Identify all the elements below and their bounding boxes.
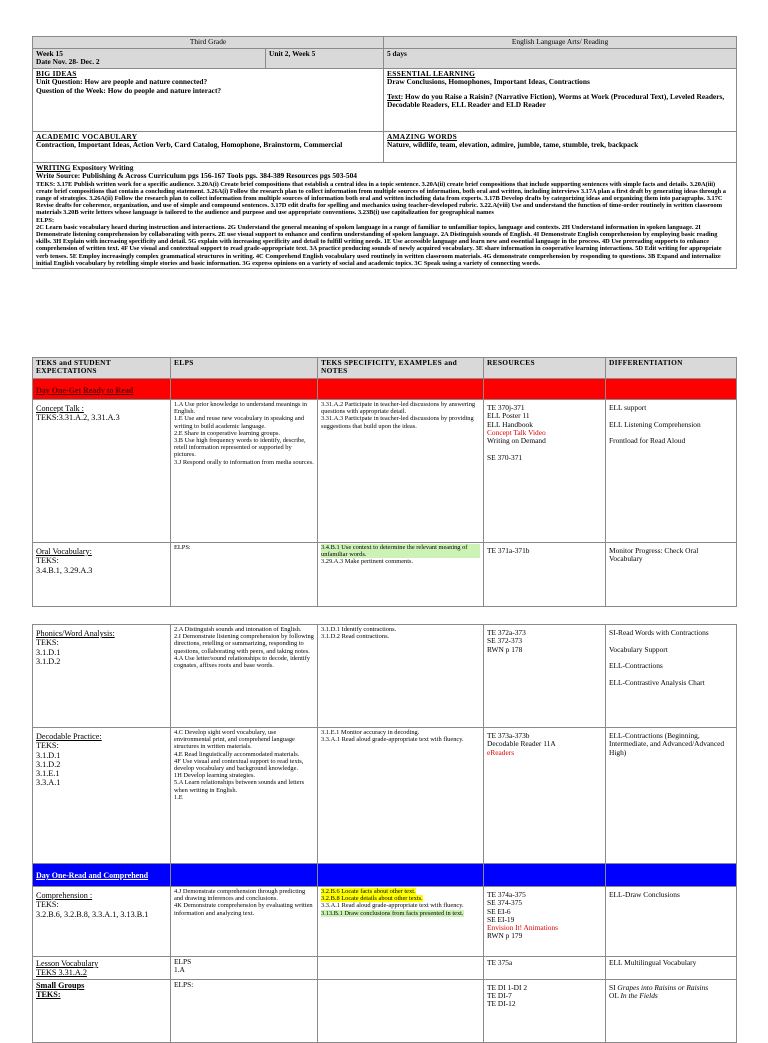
concept-talk-res2: Writing on Demand SE 370-371 [487, 436, 546, 462]
concept-talk-diff: ELL support ELL Listening Comprehension Frontload for Read Aloud [606, 400, 737, 543]
comprehension-diff: ELL-Draw Conclusions [606, 887, 737, 957]
small-groups-resources: TE DI 1-DI 2 TE DI-7 TE DI-12 [484, 979, 606, 1042]
concept-talk-spec: 3.31.A.2 Participate in teacher-led discussions by answering questions with appropriate detail. 3.31.A.3 Participate in teacher-led discussions by providing suggestions that build upon the ideas. [318, 400, 484, 543]
concept-talk-video-link[interactable]: Concept Talk Video [487, 427, 546, 437]
lesson-vocab-elps: ELPS 1.A [171, 957, 318, 980]
small-groups-diff-ol: OL In the Fields [609, 990, 658, 1000]
comprehension-title: Comprehension : [36, 891, 93, 900]
concept-talk-row [33, 400, 737, 543]
elps-label: ELPS: [36, 216, 55, 224]
day-one-ready-row [33, 379, 737, 400]
col-header-differentiation: DIFFERENTIATION [606, 358, 737, 379]
phonics-row [33, 625, 737, 728]
lesson-vocab-row [33, 957, 737, 980]
concept-talk-resources [484, 400, 606, 543]
comprehension-teks-cell [33, 887, 171, 957]
day-one-comprehend-row [33, 864, 737, 887]
oral-vocab-spec-highlight: 3.4.B.1 Use context to determine the relevant meaning of unfamiliar words. [321, 544, 480, 558]
lesson-plan-continued-table [32, 624, 737, 1043]
essential-text-line [387, 93, 733, 110]
academic-vocabulary-cell [33, 132, 384, 163]
text-label: Text [387, 91, 401, 101]
small-groups-diff-si: SI Grapes into Raisins or Raisins [609, 982, 709, 992]
oral-vocab-teks-cell [33, 543, 171, 607]
amazing-words-list: Nature, wildlife, team, elevation, admire, jumble, tame, stumble, trek, backpack [387, 140, 639, 150]
comprehension-spec: 3.3.A.1 Read aloud grade-appropriate text with fluency. [321, 902, 464, 910]
comprehension-row [33, 887, 737, 957]
oral-vocab-teks: TEKS: 3.4.B.1, 3.29.A.3 [36, 556, 93, 575]
col-header-resources: RESOURCES [484, 358, 606, 379]
decodable-res: TE 373a-373b Decodable Reader 11A [487, 731, 556, 749]
comprehension-teks: TEKS: 3.2.B.6, 3.2.B.8, 3.3.A.1, 3.13.B.1 [36, 900, 149, 919]
amazing-words-cell [384, 132, 737, 163]
write-source: Write Source: Publishing & Across Curriculum pgs 156-167 Tools pgs. 384-389 Resources pgs 503-504 [36, 171, 357, 181]
academic-vocabulary-words: Contraction, Important Ideas, Action Verb, Card Catalog, Homophone, Brainstorm, Commercial [36, 140, 343, 150]
lesson-vocab-teks-cell [33, 957, 171, 980]
concept-talk-title: Concept Talk : [36, 404, 84, 413]
small-groups-title: Small Groups [36, 980, 85, 990]
writing-teks: TEKS: 3.17E Publish written work for a specific audience. 3.20A(i) Create brief compositions that establish a central idea in a topic sentence. 3.20A(ii) create brief compositions that include supporting sentences with simple facts and details. 3.20A(iii) create brief compositions that contain a concluding statement. 3.26A(i) Follow the research plan to collect information from multiple sources of information, both oral and written, including interviews 3.17A plan a first draft by generating ideas through a range of strategies. 3.26A(ii) Follow the research plan to collect information from multiple sources of information both oral and written including data from experts. 3.17B Develop drafts by categorizing ideas and organizing them into paragraphs. 3.17C Revise drafts for coherence, organization, and use of simple and compound sentences. 3.17D edit drafts for spelling and mechanics using teacher-developed rubric. 3.22.A(viii) Use and understand the function of time-order routinely in written classroom materials 3.20B write letters whose language is tailored to the audience and purpose and use appropriate conventions. 3.23B(i) use capitalization for geographical names [36, 180, 726, 217]
oral-vocab-title: Oral Vocabulary: [36, 547, 92, 556]
concept-talk-teks-cell [33, 400, 171, 543]
header-row [33, 37, 737, 49]
week-cell [33, 49, 266, 69]
oral-vocab-spec: 3.29.A.3 Make pertinent comments. [321, 558, 414, 566]
lesson-vocab-diff: ELL Multilingual Vocabulary [606, 957, 737, 980]
comprehension-resources [484, 887, 606, 957]
day-one-ready-label: Day One-Get Ready to Read [36, 386, 134, 395]
envision-it-link[interactable]: Envision It! Animations [487, 923, 559, 933]
phonics-diff: SI-Read Words with Contractions Vocabulary Support ELL-Contractions ELL-Contrastive Analysis Chart [606, 625, 737, 728]
vocab-row [33, 132, 737, 163]
ideas-row [33, 69, 737, 132]
days-cell: 5 days [384, 49, 737, 69]
comprehension-res2: RWN p 179 [487, 931, 523, 941]
decodable-elps: 4.C Develop sight word vocabulary, use environmental print, and comprehend language structures in written materials. 4.E Read linguistically accommodated materials. 4F Use visual and contextual support to read texts, develop vocabulary and background knowledge. 1H Develop learning strategies. 5.A Learn relationships between sounds and letters when writing in English. 1.E [171, 728, 318, 864]
decodable-spec: 3.1.E.1 Monitor accuracy in decoding. 3.3.A.1 Read aloud grade-appropriate text with fluency. [318, 728, 484, 864]
lesson-vocab-resources: TE 375a [484, 957, 606, 980]
date-label: Date Nov. 28- Dec. 2 [36, 57, 100, 67]
phonics-resources: TE 372a-373 SE 372-373 RWN p 178 [484, 625, 606, 728]
comprehension-res1: TE 374a-375 SE 374-375 SE EI-6 SE EI-19 [487, 890, 526, 924]
decodable-teks-cell [33, 728, 171, 864]
writing-cell [33, 163, 737, 269]
writing-type: Expository Writing [70, 163, 134, 172]
comprehension-elps: 4.J Demonstrate comprehension through predicting and drawing inferences and conclusions. 4K Demonstrate comprehension by evaluating written information and analyzing text. [171, 887, 318, 957]
lesson-vocab-title: Lesson Vocabulary [36, 959, 99, 968]
oral-vocab-spec-cell [318, 543, 484, 607]
amazing-words-title: AMAZING WORDS [387, 132, 458, 141]
decodable-resources [484, 728, 606, 864]
small-groups-teks: TEKS: [36, 989, 61, 999]
phonics-spec: 3.1.D.1 Identify contractions. 3.1.D.2 Read contractions. [318, 625, 484, 728]
small-groups-elps: ELPS: [171, 979, 318, 1042]
academic-vocabulary-title: ACADEMIC VOCABULARY [36, 132, 138, 141]
comprehension-spec-yellow-2: 3.2.B.8 Locate details about other texts. [321, 895, 423, 903]
col-header-specificity: TEKS SPECIFICITY, EXAMPLES and NOTES [318, 358, 484, 379]
concept-talk-elps: 1.A Use prior knowledge to understand meanings in English. 1.E Use and reuse new vocabulary in speaking and writing to build academic language. 2.E Share in cooperative learning groups. 3.B Use high frequency words to identify, describe, retell information represented or supported by pictures. 3.J Respond orally to information from media sources. [171, 400, 318, 543]
lesson-vocab-teks: TEKS 3.31.A.2 [36, 968, 87, 978]
ereaders-link[interactable]: eReaders [487, 747, 515, 757]
day-one-comprehend-label: Day One-Read and Comprehend [36, 871, 149, 880]
decodable-teks: TEKS: 3.1.D.1 3.1.D.2 3.1.E.1 3.3.A.1 [36, 741, 61, 788]
writing-row [33, 163, 737, 269]
concept-talk-res1: TE 370j-371 ELL Poster 11 ELL Handbook [487, 403, 533, 429]
lesson-plan-top-table [32, 36, 737, 269]
text-body: : How do you Raise a Raisin? (Narrative Fiction), Worms at Work (Procedural Text), Leveled Readers, Decodable Readers, ELL Reader and ELD Reader [387, 91, 725, 109]
comprehension-spec-cell [318, 887, 484, 957]
essential-learning-title: ESSENTIAL LEARNING [387, 69, 476, 78]
phonics-title: Phonics/Word Analysis: [36, 629, 115, 638]
oral-vocab-diff: Monitor Progress: Check Oral Vocabulary [606, 543, 737, 607]
lesson-plan-day-table [32, 357, 737, 607]
writing-elps: 2C Learn basic vocabulary heard during instruction and interactions. 2G Understand the general meaning of spoken language in a range of familiar to unfamiliar topics, language and contexts. 2H Understand information in spoken language. 2I Demonstrate listening comprehension by collaborating with peers. 2E use visual support to enhance and confirm understanding of spoken language. 2A Distinguish sounds of English. 4I Demonstrate English comprehension by employing basic reading skills. 3H Explain with increasing specificity and detail. 5G explain with increasing specificity and detail to fulfill writing needs. 1E Use accessible language and learn new and essential language in the process. 4D Use prereading supports to enhance comprehension of written text. 4F Use visual and contextual support to read grade-appropriate text. 3A practice producing sounds of newly acquired vocabulary. 3E share information in cooperative learning interactions. 5D Edit writing for appropriate verb tenses. 5E Employ increasingly complex grammatical structures in writing. 4C Comprehend English vocabulary used routinely in written classroom materials. 4G demonstrate comprehension by responding to questions. 3B Expand and internalize initial English vocabulary by retelling simple stories and basic information. 3G express opinions on a variety of social and academic topics. 3C Speak using a variety of connecting words. [36, 223, 722, 267]
unit-question: Unit Question: How are people and nature connected? [36, 77, 208, 87]
writing-label: WRITING [36, 163, 71, 172]
comprehension-spec-green: 3.13.B.1 Draw conclusions from facts presented in text. [321, 909, 464, 917]
concept-talk-teks: TEKS:3.31.A.2, 3.31.A.3 [36, 413, 120, 423]
col-header-elps: ELPS [171, 358, 318, 379]
oral-vocab-elps: ELPS: [171, 543, 318, 607]
column-header-row [33, 358, 737, 379]
unit-cell: Unit 2, Week 5 [266, 49, 384, 69]
small-groups-row [33, 979, 737, 1042]
col-header-teks: TEKS and STUDENT EXPECTATIONS [33, 358, 171, 379]
phonics-teks-cell [33, 625, 171, 728]
small-groups-diff [606, 979, 737, 1042]
phonics-elps: 2.A Distinguish sounds and intonation of English. 2.I Demonstrate listening comprehension by following directions, retelling or summarizing, responding to questions, collaborating with peers, and taking notes. 4.A Use letter/sound relationships to decode, identify cognates, affixes roots and base words. [171, 625, 318, 728]
grade-cell: Third Grade [33, 37, 384, 49]
week-question: Question of the Week: How do people and nature interact? [36, 85, 222, 95]
oral-vocab-resources: TE 371a-371b [484, 543, 606, 607]
week-row [33, 49, 737, 69]
subject-cell: English Language Arts/ Reading [384, 37, 737, 49]
phonics-teks: TEKS: 3.1.D.1 3.1.D.2 [36, 638, 61, 666]
essential-learning-cell [384, 69, 737, 132]
comprehension-spec-yellow-1: 3.2.B.6 Locate facts about other text. [321, 888, 416, 895]
decodable-row [33, 728, 737, 864]
essential-learning-text: Draw Conclusions, Homophones, Important Ideas, Contractions [387, 77, 590, 87]
big-ideas-cell [33, 69, 384, 132]
decodable-diff: ELL-Contractions (Beginning, Intermediate, and Advanced/Advanced High) [606, 728, 737, 864]
small-groups-teks-cell [33, 979, 171, 1042]
big-ideas-title: BIG IDEAS [36, 69, 77, 78]
decodable-title: Decodable Practice: [36, 732, 102, 741]
oral-vocab-row [33, 543, 737, 607]
week-label: Week 15 [36, 49, 63, 58]
